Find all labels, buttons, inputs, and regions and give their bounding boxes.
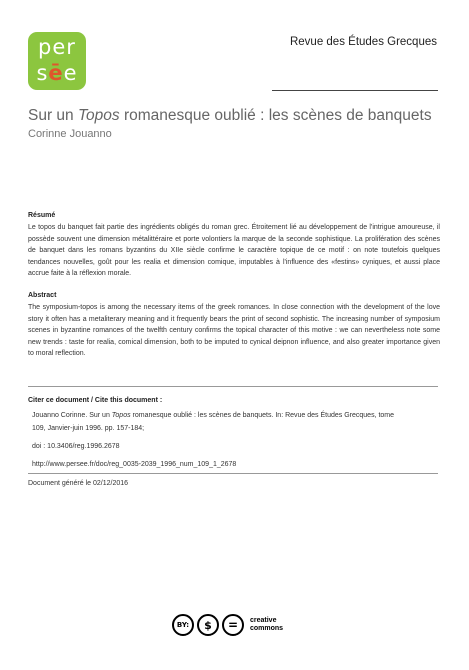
cite-rule-top [28, 386, 438, 387]
logo-mark: ē [48, 61, 64, 85]
cc-wordmark-line-1: creative [250, 617, 277, 624]
cite-ref-pre: Jouanno Corinne. Sur un [32, 412, 112, 419]
cite-reference-line-2: 109, Janvier-juin 1996. pp. 157-184; [32, 425, 145, 432]
generated-date: Document généré le 02/12/2016 [28, 480, 129, 487]
cite-doi[interactable]: doi : 10.3406/reg.1996.2678 [32, 443, 120, 450]
abstract-heading: Abstract [28, 292, 57, 299]
logo-letter-s: s [36, 61, 49, 85]
cite-url-link[interactable]: http://www.persee.fr/doc/reg_0035-2039_1996_num_109_1_2678 [32, 461, 237, 468]
logo-line-1: per [38, 35, 76, 59]
logo-letter-e: e [63, 61, 78, 85]
journal-name: Revue des Études Grecques [289, 36, 437, 48]
article-author: Corinne Jouanno [28, 128, 112, 140]
creative-commons-badge[interactable] [172, 612, 296, 638]
logo-line-2 [28, 62, 86, 84]
cc-noderivs-icon: = [222, 614, 244, 636]
cc-noncommercial-icon: $ [197, 614, 219, 636]
cite-ref-post: romanesque oublié : les scènes de banquets. In: Revue des Études Grecques, tome [130, 412, 395, 419]
article-title [28, 107, 448, 125]
cc-by-icon: BY: [172, 614, 194, 636]
cc-wordmark-line-2: commons [250, 625, 284, 632]
title-part-2: romanesque oublié : les scènes de banquets [119, 107, 432, 124]
header-rule [272, 90, 438, 91]
title-part-1: Sur un [28, 107, 78, 124]
abstract-text: The symposium-topos is among the necessary items of the greek romances. In close connection with the development of the love story it often has a metaliterary meaning and it frequently bears the print of second sophistic. The increasing number of symposium scenes in byzantine romances of the twelfth century confirms the topical character of this motive : we can nevertheless note some new trends : taste for realia, comical dimension, both to be imputed to cynical deipnon influence, and also greater importance given to moral reflection. [28, 304, 440, 357]
cc-wordmark [250, 617, 283, 633]
cite-heading: Citer ce document / Cite this document : [28, 397, 163, 404]
persee-logo [28, 32, 86, 90]
resume-heading: Résumé [28, 212, 56, 219]
cite-ref-italic: Topos [111, 412, 131, 419]
cite-rule-bottom [28, 473, 438, 474]
title-italic: Topos [77, 107, 120, 124]
cite-reference-line-1 [32, 412, 394, 419]
resume-text: Le topos du banquet fait partie des ingrédients obligés du roman grec. Étroitement lié au développement de l'intrigue amoureuse, il possède souvent une dimension métalittéraire et porte volontiers la marque de la seconde sophistique. La prolifération des scènes de banquet dans les romans byzantins du XIIe siècle confirme le caractère topique de ce motif : on note toutefois quelques tendances nouvelles, goût pour les realia et dimension comique, imputables à l'influence des «festins» cyniques, et aussi place accrue faite à la réflexion morale. [28, 224, 440, 277]
